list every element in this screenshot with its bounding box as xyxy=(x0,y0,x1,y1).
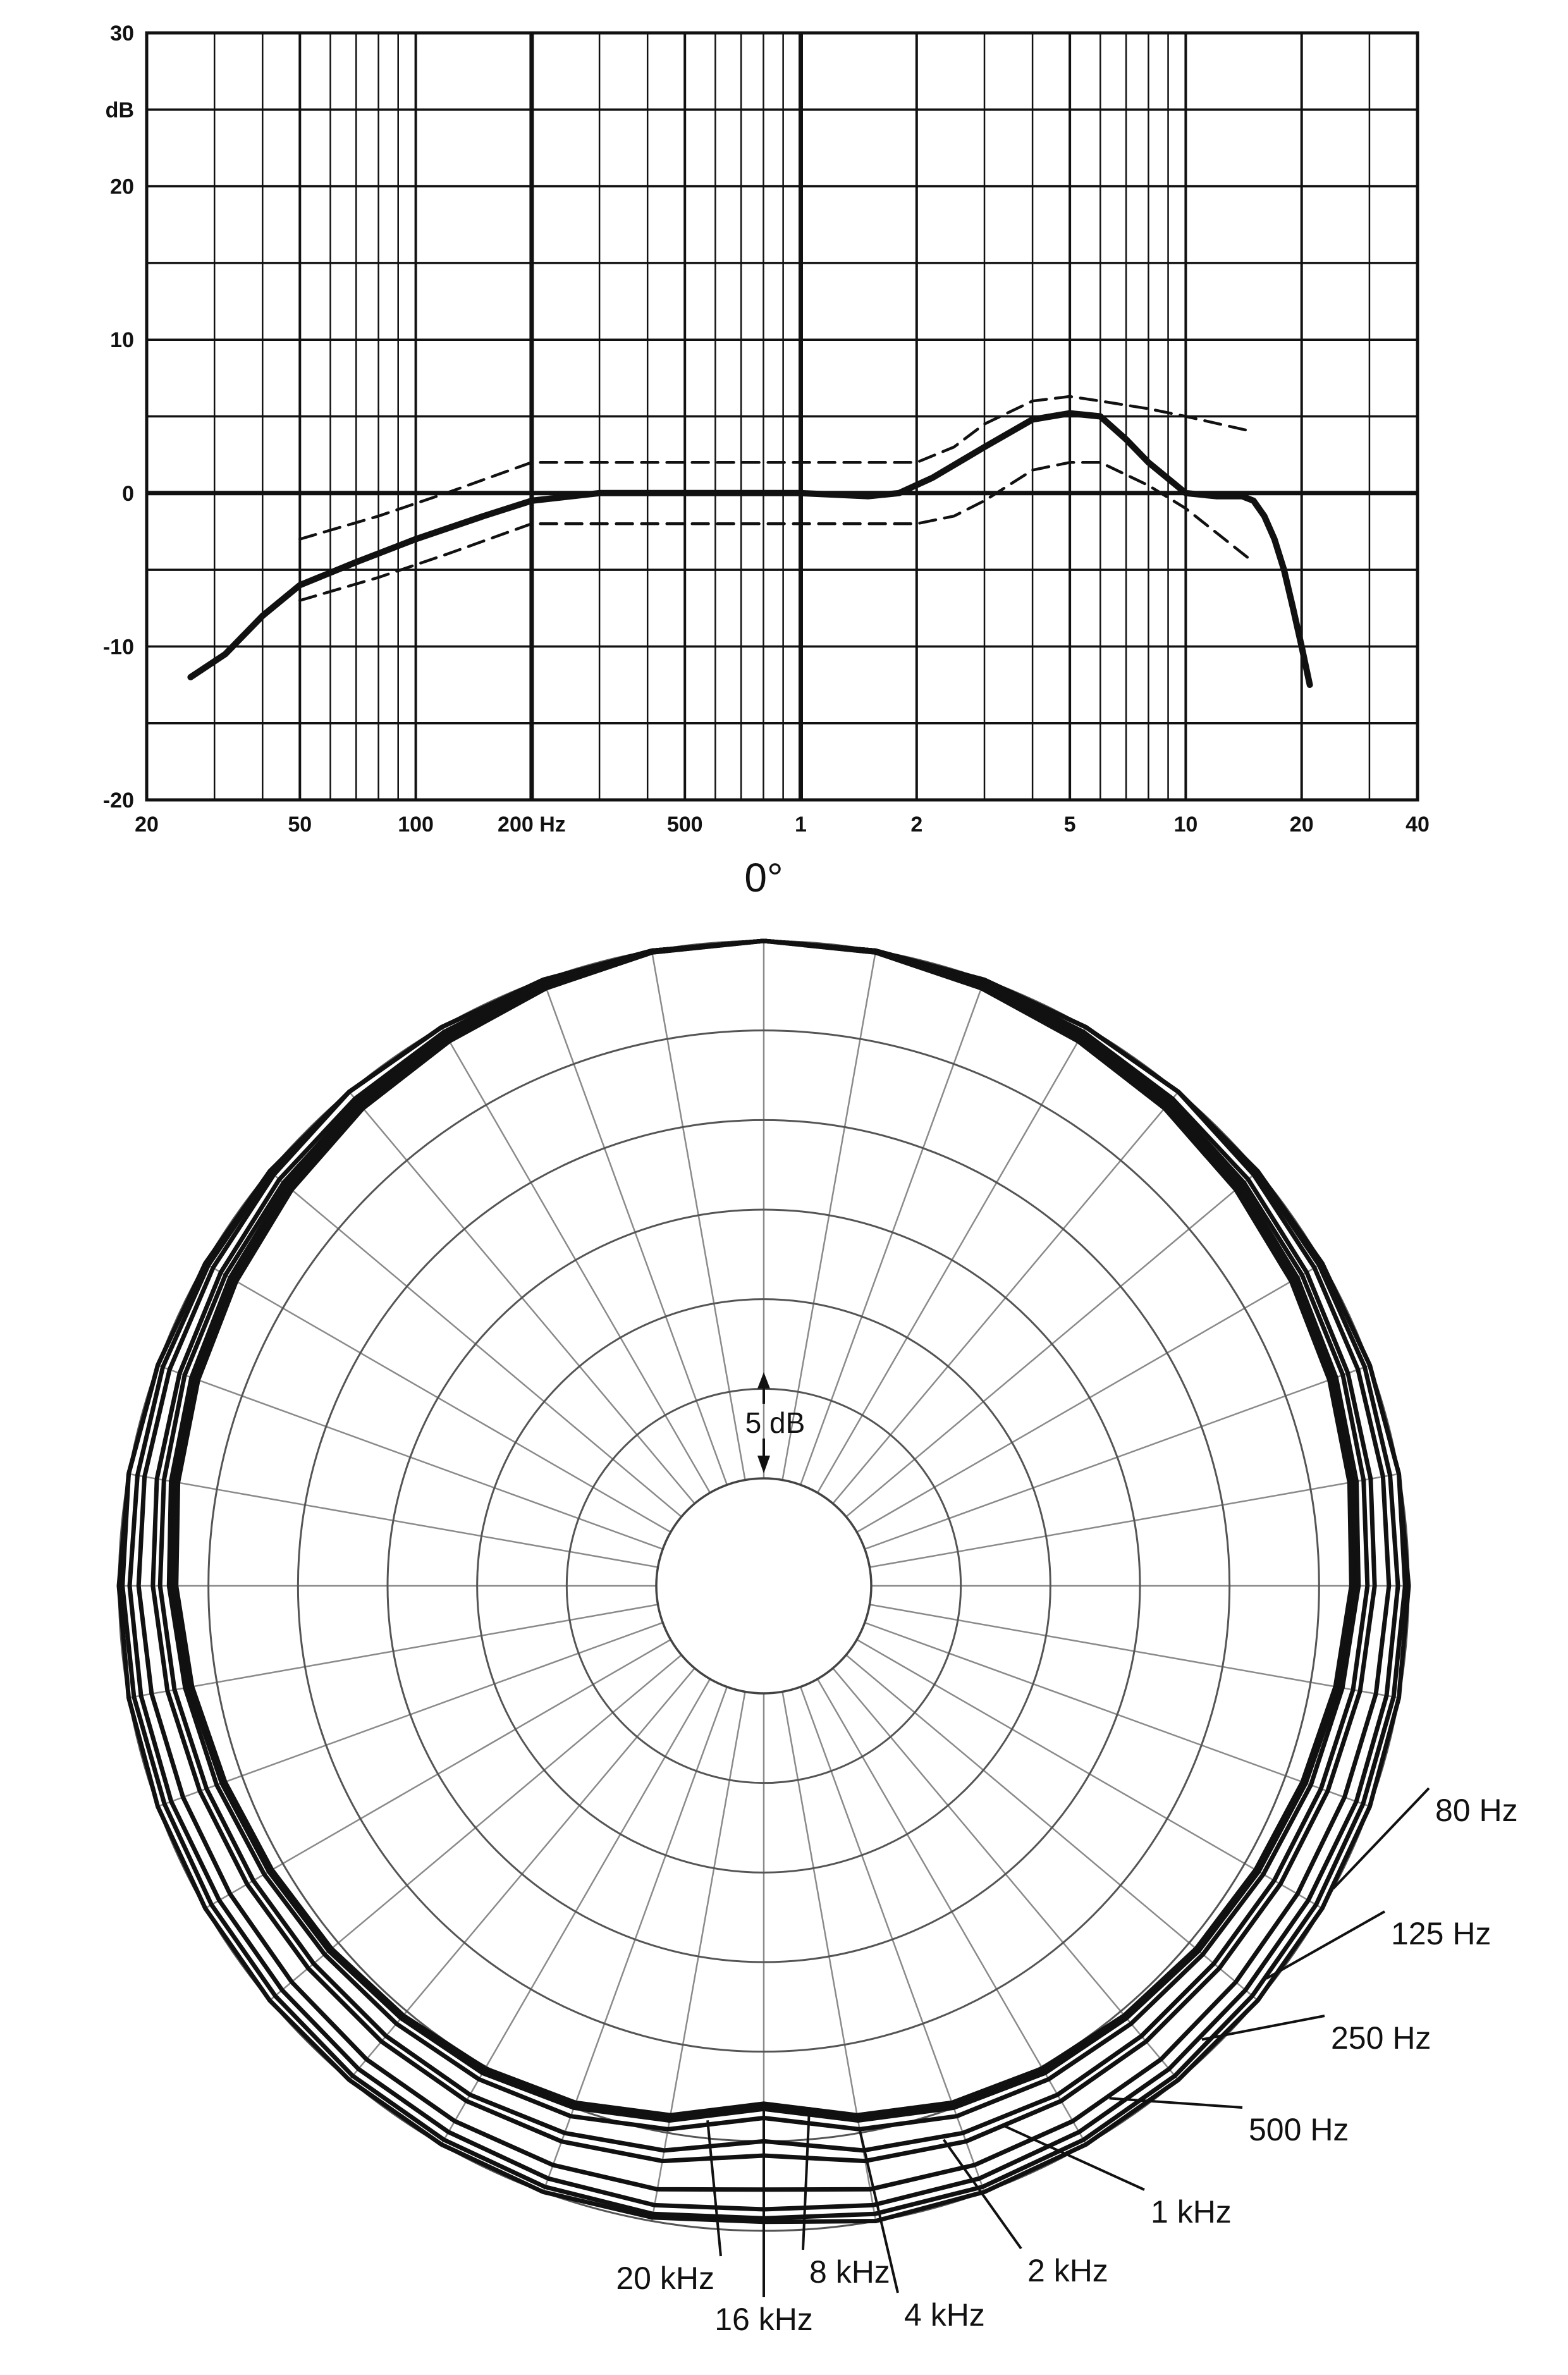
scale-arrow-down-head xyxy=(757,1456,770,1473)
label-leader-line xyxy=(1266,1912,1385,1979)
x-tick-label: 10 xyxy=(1173,813,1198,837)
frequency-response-chart xyxy=(0,0,1568,847)
y-tick-label: 30 xyxy=(110,21,134,46)
series-label: 20 kHz xyxy=(616,2261,714,2296)
series-label: 4 kHz xyxy=(904,2297,985,2333)
response-curve xyxy=(190,414,1309,685)
y-tick-label: dB xyxy=(105,98,134,123)
series-label: 250 Hz xyxy=(1331,2020,1431,2056)
y-tick-label: 10 xyxy=(110,328,134,353)
x-tick-label: 20 xyxy=(135,813,159,837)
frequency-grid xyxy=(147,33,1418,800)
scale-arrow-up-head xyxy=(757,1372,770,1389)
series-label: 1 kHz xyxy=(1151,2194,1232,2230)
series-label: 8 kHz xyxy=(809,2254,890,2290)
x-tick-label: 50 xyxy=(288,813,312,837)
x-tick-label: 1 xyxy=(795,813,807,837)
scale-label: 5 dB xyxy=(745,1406,805,1439)
polar-ring xyxy=(656,1478,871,1693)
y-tick-label: -20 xyxy=(102,789,134,813)
polar-top-label: 0° xyxy=(744,855,783,900)
scale-indicator xyxy=(745,1372,805,1473)
series-label: 2 kHz xyxy=(1027,2253,1108,2288)
frequency-tick-labels xyxy=(103,21,1430,837)
y-tick-label: 0 xyxy=(122,481,134,506)
x-tick-label: 500 xyxy=(666,813,703,837)
y-tick-label: -10 xyxy=(102,635,134,660)
x-tick-label: 100 xyxy=(398,813,434,837)
series-label: 125 Hz xyxy=(1391,1916,1491,1951)
series-label: 16 kHz xyxy=(714,2302,813,2337)
x-tick-label: 5 xyxy=(1063,813,1076,837)
x-tick-label: 40 xyxy=(1406,813,1430,837)
polar-pattern-chart xyxy=(0,847,1568,2375)
series-label: 80 Hz xyxy=(1435,1793,1518,1828)
y-tick-label: 20 xyxy=(110,175,134,199)
x-tick-label: 20 xyxy=(1289,813,1314,837)
x-tick-label: 200 Hz xyxy=(498,813,566,837)
frequency-series xyxy=(190,396,1309,685)
series-label: 500 Hz xyxy=(1249,2112,1349,2147)
polar-series-labels xyxy=(616,1788,1517,2337)
x-tick-label: 2 xyxy=(910,813,923,837)
